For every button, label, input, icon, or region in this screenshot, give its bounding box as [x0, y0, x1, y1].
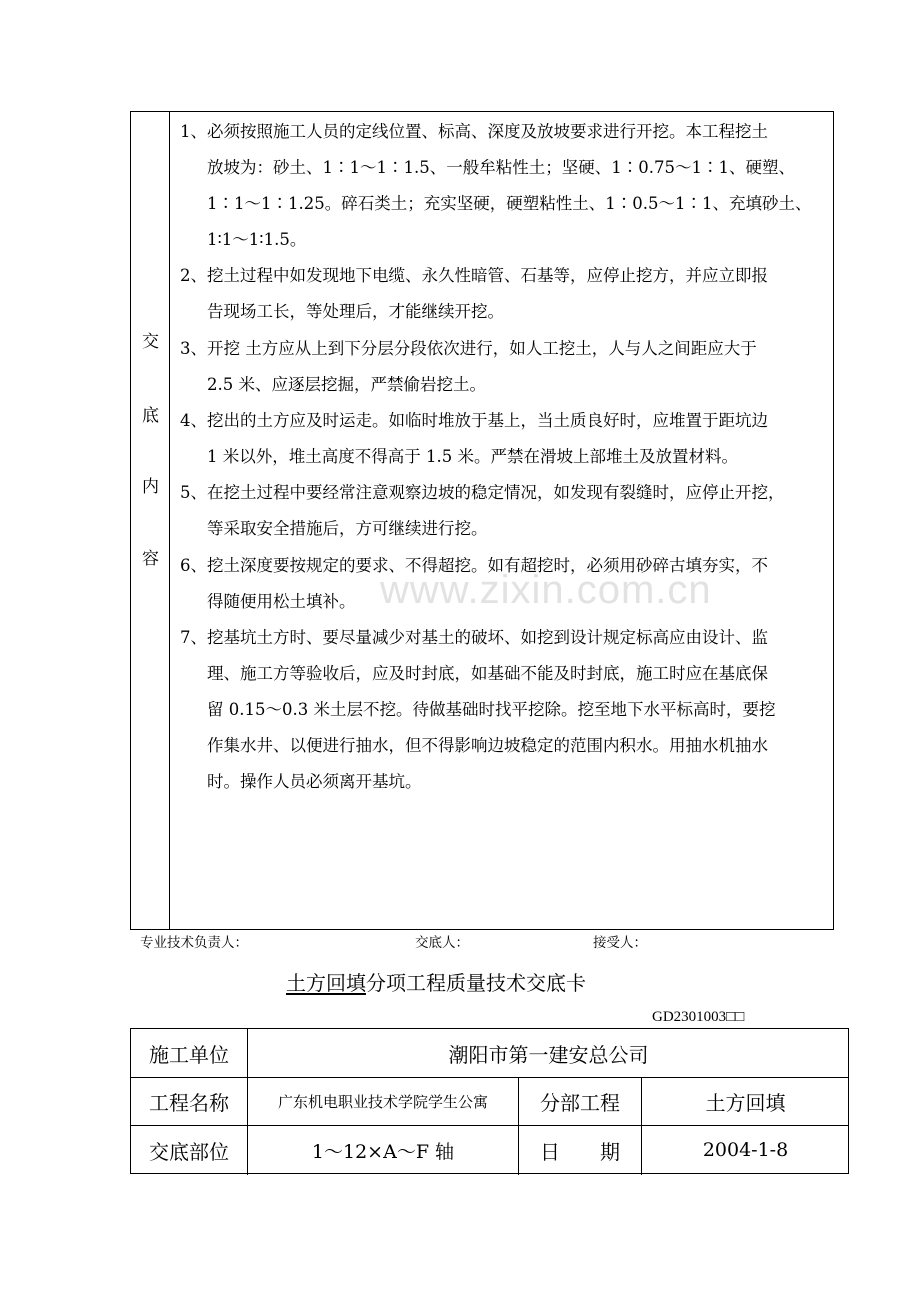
unit-label: 施工单位: [149, 1042, 229, 1067]
item-line: 挖土过程中如发现地下电缆、永久性暗管、石基等，应停止挖方，并应立即报: [207, 266, 768, 285]
item-line: 1∶1～1∶1.5。: [207, 230, 307, 249]
division-value: 土方回填: [705, 1091, 786, 1115]
location-value: 1～12×A～F 轴: [311, 1140, 455, 1163]
item-line: 时。操作人员必须离开基坑。: [207, 772, 422, 791]
signature-tech-lead: 专业技术负责人：: [140, 935, 248, 951]
item-line: 挖基坑土方时、要尽量减少对基土的破坏、如挖到设计规定标高应由设计、监: [207, 628, 768, 647]
item-line: 理、施工方等验收后，应及时封底，如基础不能及时封底，施工时应在基底保: [207, 664, 768, 683]
form-title: [286, 969, 586, 997]
item-number: 3、: [180, 339, 207, 358]
item-line: 在挖土过程中要经常注意观察边坡的稳定情况，如发现有裂缝时，应停止开挖，: [207, 483, 785, 502]
item-number: 5、: [180, 483, 207, 502]
item-line: 挖土深度要按规定的要求、不得超挖。如有超挖时，必须用砂碎古填夯实，不: [207, 556, 768, 575]
item-line: 留 0.15～0.3 米土层不挖。待做基础时找平挖除。挖至地下水平标高时，要挖: [207, 700, 776, 719]
side-label-column: [131, 112, 170, 929]
side-label-char: 底: [142, 406, 159, 426]
project-value: 广东机电职业技术学院学生公寓: [277, 1093, 488, 1111]
item-line: 1∶1～1∶1.25。碎石类土；充实坚硬，硬塑粘性土、1∶0.5～1∶1、充填砂土、: [207, 194, 812, 213]
item-line: 告现场工长，等处理后，才能继续开挖。: [207, 302, 504, 321]
document-code: GD2301003□□: [652, 1009, 745, 1025]
watermark: www.zixin.com.cn: [380, 568, 712, 612]
item-line: 放坡为：砂土、1∶1～1∶1.5、一般牟粘性土；坚硬、1∶0.75～1∶1、硬塑、: [207, 158, 795, 177]
item-number: 2、: [180, 266, 207, 285]
side-label-char: 容: [142, 549, 159, 569]
side-label-char: 交: [142, 332, 159, 352]
unit-value: 潮阳市第一建安总公司: [448, 1042, 649, 1067]
project-label: 工程名称: [149, 1091, 229, 1115]
title-rest: 分项工程质量技术交底卡: [366, 971, 586, 995]
item-line: 1 米以外，堆土高度不得高于 1.5 米。严禁在滑坡上部堆土及放置材料。: [207, 447, 738, 466]
item-number: 7、: [180, 628, 207, 647]
date-label: 日 期: [540, 1139, 620, 1164]
item-line: 得随便用松土填补。: [207, 592, 356, 611]
item-line: 2.5 米、应逐层挖掘，严禁偷岩挖土。: [207, 375, 486, 394]
location-label: 交底部位: [149, 1139, 229, 1164]
item-number: 1、: [180, 122, 207, 141]
disclosure-content-table: [130, 111, 834, 930]
item-number: 6、: [180, 556, 207, 575]
division-label: 分部工程: [540, 1091, 620, 1115]
date-value: 2004-1-8: [702, 1139, 789, 1161]
item-line: 开挖 土方应从上到下分层分段依次进行，如人工挖土，人与人之间距应大于: [207, 339, 757, 358]
project-info-table: [130, 1028, 849, 1174]
title-underlined: 土方回填: [286, 971, 366, 995]
item-number: 4、: [180, 411, 207, 430]
side-label-char: 内: [142, 477, 159, 497]
item-line: 等采取安全措施后，方可继续进行挖。: [207, 519, 488, 538]
item-line: 作集水井、以便进行抽水，但不得影响边坡稳定的范围内积水。用抽水机抽水: [207, 736, 768, 755]
signature-receiver: 接受人：: [593, 935, 647, 951]
item-line: 必须按照施工人员的定线位置、标高、深度及放坡要求进行开挖。本工程挖土: [207, 122, 768, 141]
signature-discloser: 交底人：: [415, 935, 469, 951]
item-line: 挖出的土方应及时运走。如临时堆放于基上，当土质良好时，应堆置于距坑边: [207, 411, 768, 430]
